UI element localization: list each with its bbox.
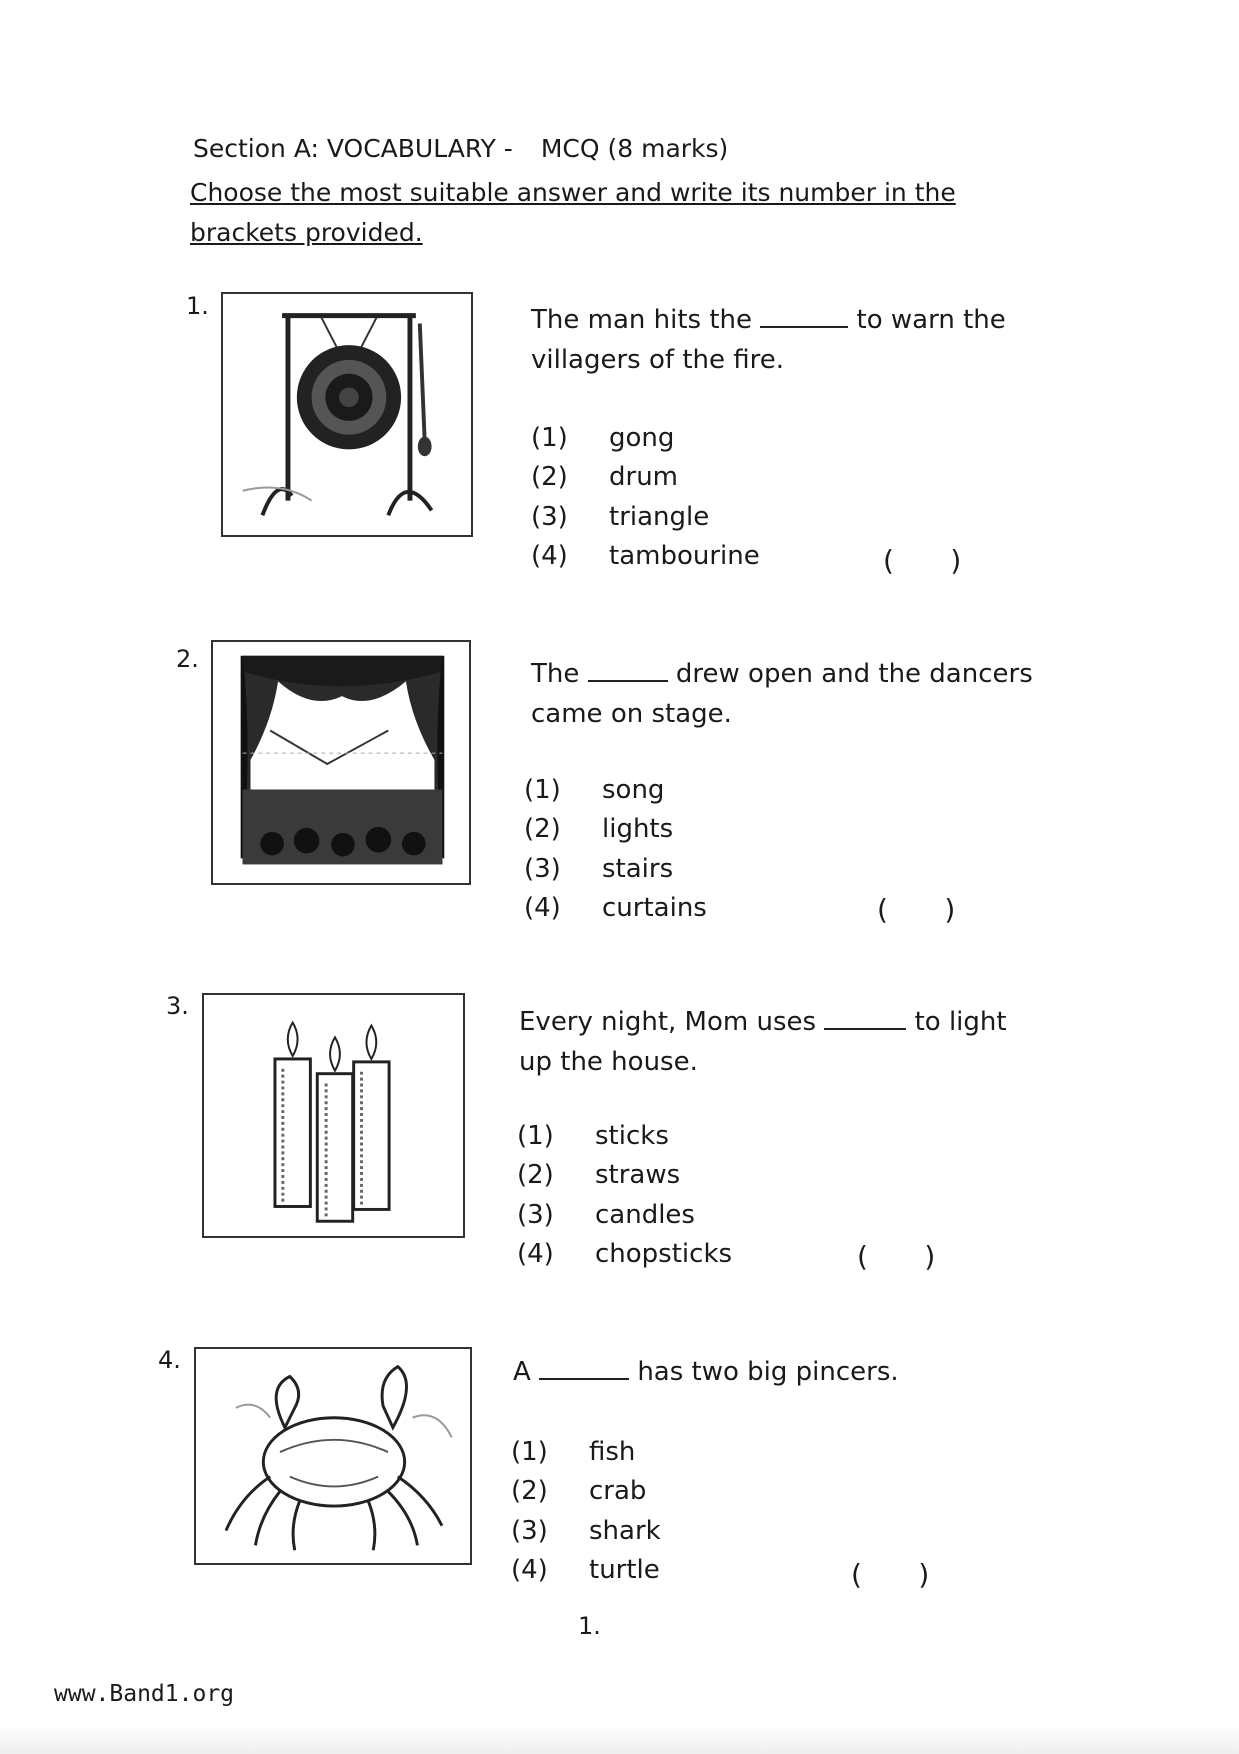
option: (3) stairs [524,853,674,884]
option: (1) song [524,774,665,805]
scan-edge [0,1725,1239,1754]
question-1-image [221,292,473,537]
page-number: 1. [578,1612,601,1640]
question-4-options [511,1432,661,1590]
question-3-image [202,993,465,1238]
candles-icon [204,995,463,1236]
option: (3) triangle [531,501,710,532]
option: (2) drum [531,462,678,493]
answer-bracket[interactable]: ( ) [851,1558,932,1591]
option: (2) crab [511,1476,647,1507]
question-3-number: 3. [166,992,189,1020]
question-2-image [211,640,471,885]
question-4-number: 4. [158,1346,181,1374]
question-2-options [524,770,707,928]
option: (4) tambourine [531,541,760,572]
instructions: Choose the most suitable answer and write its number in the brackets provided. [190,178,956,247]
answer-blank [824,1006,906,1030]
answer-bracket[interactable]: ( ) [877,893,958,926]
option: (3) shark [511,1515,661,1546]
answer-blank [539,1356,629,1380]
option: (4) turtle [511,1555,660,1586]
stage-curtains-icon [213,642,469,883]
question-4-image [194,1347,472,1565]
option: (4) curtains [524,893,707,924]
question-1-number: 1. [186,292,209,320]
question-1-options [531,418,760,576]
answer-bracket[interactable]: ( ) [857,1240,938,1273]
answer-blank [588,658,668,682]
option: (1) sticks [517,1120,669,1151]
crab-icon [196,1349,470,1563]
answer-bracket[interactable]: ( ) [883,544,964,577]
gong-icon [223,294,471,535]
question-1-stem: The man hits the to warn the villagers of the fire. [531,305,1006,375]
section-title: Section A: VOCABULARY - [193,134,513,163]
option: (2) straws [517,1160,681,1191]
answer-blank [760,304,848,328]
question-3-options [517,1116,732,1274]
footer-url: www.Band1.org [54,1681,235,1707]
section-header [193,134,728,163]
option: (2) lights [524,814,674,845]
question-4-stem: A has two big pincers. [513,1357,899,1387]
section-marks: MCQ (8 marks) [540,134,729,163]
question-2-number: 2. [176,645,199,673]
option: (1) fish [511,1436,636,1467]
option: (3) candles [517,1199,695,1230]
question-3-stem: Every night, Mom uses to light up the house. [519,1007,1007,1077]
option: (1) gong [531,422,675,453]
question-2-stem: The drew open and the dancers came on stage. [531,659,1033,729]
option: (4) chopsticks [517,1239,733,1270]
